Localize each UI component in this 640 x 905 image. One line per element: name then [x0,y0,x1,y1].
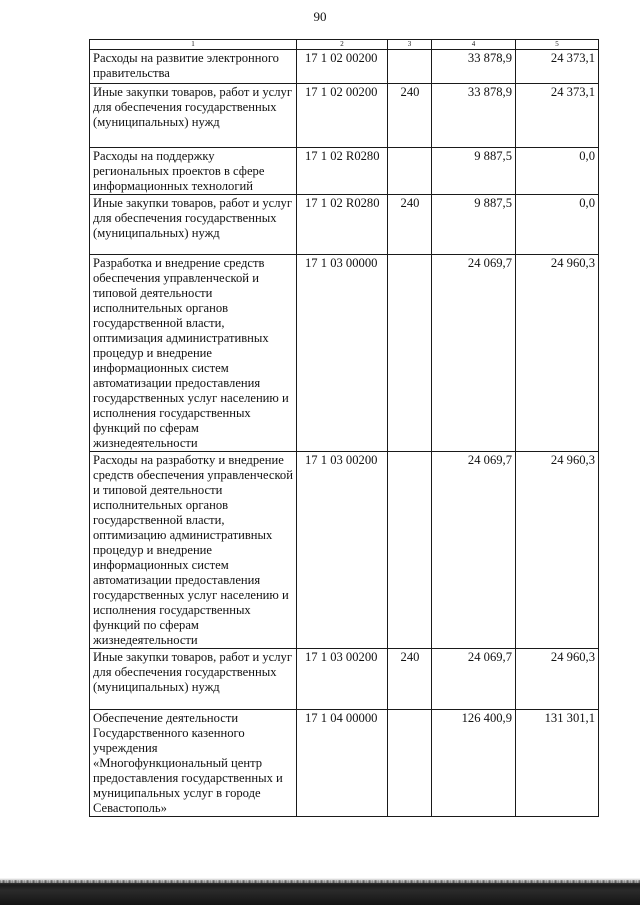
target-code: 17 1 02 00200 [297,84,388,148]
target-code: 17 1 02 R0280 [297,195,388,255]
table-row [90,452,599,649]
target-code: 17 1 03 00200 [297,452,388,649]
amount-column-5: 24 960,3 [516,255,599,452]
table-row [90,255,599,452]
expense-name: Разработка и внедрение средств обеспечения управленческой и типовой деятельности исполнительных органов государственной власти, оптимизация административных процедур и внедрение информационных систем автоматизации предоставления государственных услуг населению и исполнения государственных функций по сферам жизнедеятельности [90,255,297,452]
amount-column-5: 24 960,3 [516,649,599,710]
column-number: 2 [297,40,388,50]
expense-name: Расходы на разработку и внедрение средств обеспечения управленческой и типовой деятельности исполнительных органов государственной власти, оптимизацию административных процедур и внедрение информационных систем автоматизации предоставления государственных услуг населению и исполнения государственных функций по сферам жизнедеятельности [90,452,297,649]
expense-name: Расходы на поддержку региональных проектов в сфере информационных технологий [90,148,297,195]
expense-type [388,710,432,817]
target-code: 17 1 03 00200 [297,649,388,710]
amount-column-5: 0,0 [516,148,599,195]
expense-type [388,255,432,452]
amount-column-4: 33 878,9 [432,50,516,84]
table-row [90,148,599,195]
amount-column-5: 24 373,1 [516,84,599,148]
amount-column-4: 9 887,5 [432,195,516,255]
expense-name: Расходы на развитие электронного правительства [90,50,297,84]
table-row [90,84,599,148]
expense-name: Иные закупки товаров, работ и услуг для обеспечения государственных (муниципальных) нужд [90,195,297,255]
amount-column-4: 33 878,9 [432,84,516,148]
amount-column-5: 24 960,3 [516,452,599,649]
table-row [90,50,599,84]
budget-table [89,39,599,817]
table-row [90,710,599,817]
column-number: 5 [516,40,599,50]
amount-column-4: 9 887,5 [432,148,516,195]
expense-type: 240 [388,84,432,148]
amount-column-4: 24 069,7 [432,255,516,452]
amount-column-4: 126 400,9 [432,710,516,817]
amount-column-5: 131 301,1 [516,710,599,817]
target-code: 17 1 02 R0280 [297,148,388,195]
expense-type: 240 [388,195,432,255]
column-number-row [90,40,599,50]
table-row [90,195,599,255]
amount-column-4: 24 069,7 [432,649,516,710]
column-number: 4 [432,40,516,50]
amount-column-4: 24 069,7 [432,452,516,649]
amount-column-5: 0,0 [516,195,599,255]
column-number: 3 [388,40,432,50]
page-number: 90 [313,9,327,24]
target-code: 17 1 04 00000 [297,710,388,817]
target-code: 17 1 03 00000 [297,255,388,452]
expense-name: Обеспечение деятельности Государственного казенного учреждения «Многофункциональный центр предоставления государственных и муниципальных услуг в городе Севастополь» [90,710,297,817]
expense-name: Иные закупки товаров, работ и услуг для обеспечения государственных (муниципальных) нужд [90,649,297,710]
expense-type [388,148,432,195]
expense-name: Иные закупки товаров, работ и услуг для обеспечения государственных (муниципальных) нужд [90,84,297,148]
target-code: 17 1 02 00200 [297,50,388,84]
expense-type [388,452,432,649]
expense-type: 240 [388,649,432,710]
column-number: 1 [90,40,297,50]
table-row [90,649,599,710]
amount-column-5: 24 373,1 [516,50,599,84]
scan-noise-strip [0,880,640,883]
expense-type [388,50,432,84]
